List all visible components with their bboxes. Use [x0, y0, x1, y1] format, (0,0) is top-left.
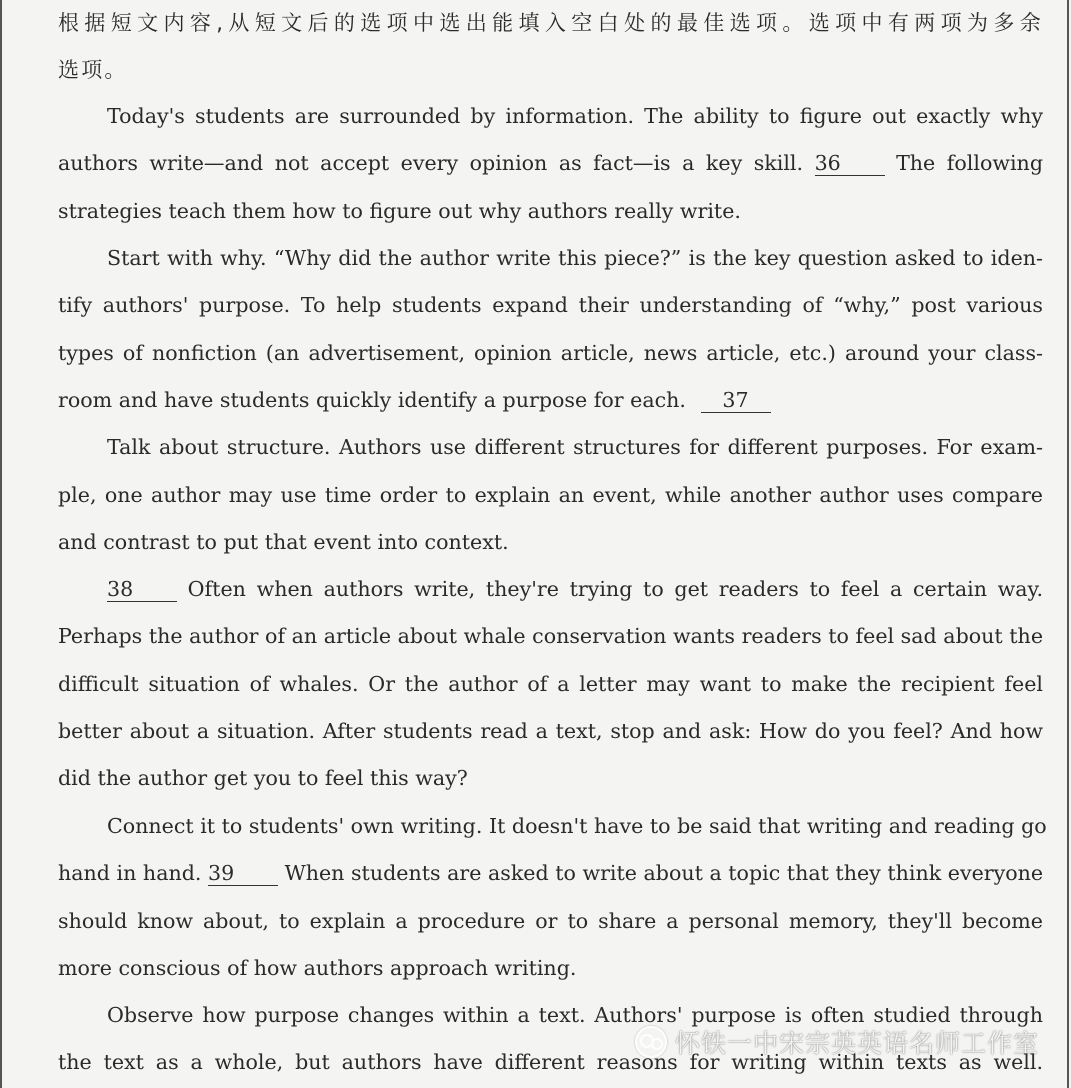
p1-line-2	[58, 148, 1043, 178]
p2-line-1: Start with why. “Why did the author write this piece?” is the key question asked to iden-	[107, 246, 1043, 270]
instructions-line-1: 根据短文内容,从短文后的选项中选出能填入空白处的最佳选项。选项中有两项为多余	[58, 11, 1043, 35]
blank-38: 38	[107, 577, 177, 602]
p4-line-4: better about a situation. After students read a text, stop and ask: How do you feel? And how	[58, 719, 1043, 743]
p6-line-2: the text as a whole, but authors have different reasons for writing within texts as well.	[58, 1050, 1043, 1074]
blank-37: 37	[701, 388, 771, 413]
watermark-text: 怀铁一中宋宗英英语名师工作室	[675, 1029, 1040, 1058]
p1-line-2-text-after: The following	[896, 151, 1043, 175]
p6-line-1: Observe how purpose changes within a text. Authors' purpose is often studied through	[107, 1003, 1043, 1027]
p4-line-1-text: Often when authors write, they're trying to get readers to feel a certain way.	[187, 577, 1043, 601]
wechat-icon	[635, 1026, 667, 1058]
p3-line-3: and contrast to put that event into context.	[58, 530, 509, 554]
p5-line-1: Connect it to students' own writing. It doesn't have to be said that writing and reading go	[107, 814, 1047, 838]
p5-line-3: should know about, to explain a procedure or to share a personal memory, they'll become	[58, 909, 1043, 933]
p1-line-1: Today's students are surrounded by information. The ability to figure out exactly why	[107, 104, 1043, 128]
p1-line-2-text: authors write—and not accept every opinion as fact—is a key skill.	[58, 151, 804, 175]
blank-39: 39	[208, 861, 278, 886]
blank-36: 36	[815, 151, 885, 176]
p2-line-2: tify authors' purpose. To help students expand their understanding of “why,” post various	[58, 293, 1043, 317]
p4-line-1	[58, 574, 1043, 604]
p5-line-2-text: hand in hand.	[58, 861, 202, 885]
p1-line-3: strategies teach them how to figure out why authors really write.	[58, 199, 741, 223]
p5-line-2	[58, 858, 1043, 888]
p4-line-3: difficult situation of whales. Or the author of a letter may want to make the recipient feel	[58, 672, 1043, 696]
p5-line-2-text-after: When students are asked to write about a topic that they think everyone	[284, 861, 1044, 885]
watermark	[635, 1024, 1055, 1060]
p4-line-2: Perhaps the author of an article about whale conservation wants readers to feel sad about the	[58, 624, 1043, 648]
p3-line-1: Talk about structure. Authors use different structures for different purposes. For exam-	[107, 435, 1043, 459]
p5-line-4: more conscious of how authors approach writing.	[58, 956, 577, 980]
p2-line-4-text: room and have students quickly identify a purpose for each.	[58, 388, 686, 412]
p2-line-3: types of nonfiction (an advertisement, opinion article, news article, etc.) around your class-	[58, 341, 1043, 365]
instructions-line-2: 选项。	[58, 58, 128, 82]
p3-line-2: ple, one author may use time order to explain an event, while another author uses compare	[58, 483, 1043, 507]
p2-line-4	[58, 385, 1043, 415]
p4-line-5: did the author get you to feel this way?	[58, 766, 468, 790]
